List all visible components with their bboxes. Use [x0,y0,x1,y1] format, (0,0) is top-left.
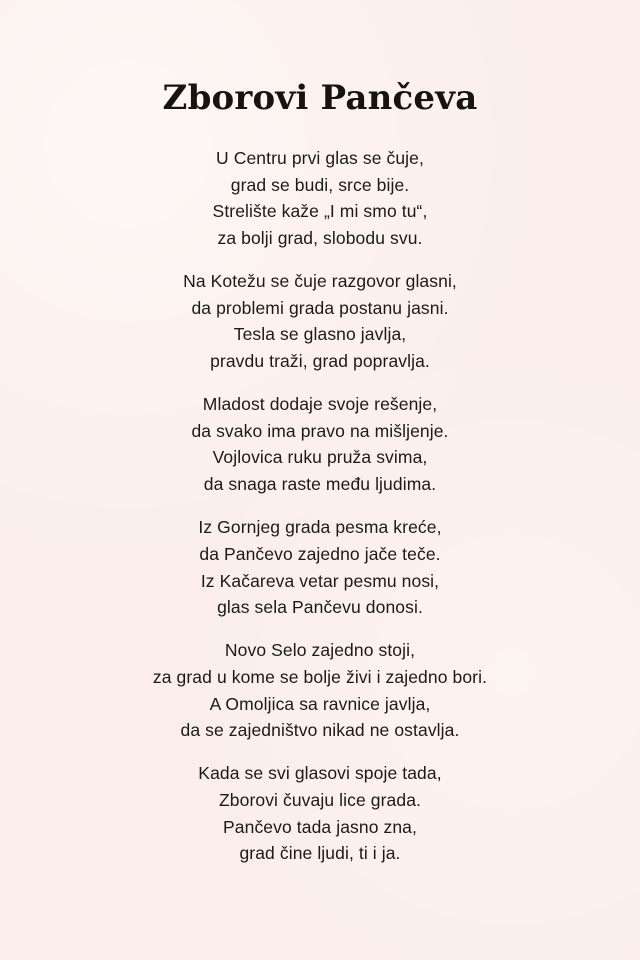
poem-line: Iz Gornjeg grada pesma kreće, [198,516,442,537]
poem-body [40,145,600,867]
stanza [40,391,600,498]
poem-line: Mladost dodaje svoje rešenje, [202,393,438,414]
poem-line: glas sela Pančevu donosi. [217,597,423,618]
poem-line: Strelište kaže „I mi smo tu“, [212,201,428,222]
poem-line: da Pančevo zajedno jače teče. [199,543,441,564]
poem-line: A Omoljica sa ravnice javlja, [209,693,431,714]
poem-line: da se zajedništvo nikad ne ostavlja. [180,720,460,741]
poem-line: Zborovi čuvaju lice grada. [218,789,421,810]
poem-line: pravdu traži, grad popravlja. [210,351,430,372]
poem-line: Iz Kačareva vetar pesmu nosi, [200,570,440,591]
poem-line: da snaga raste među ljudima. [203,474,437,495]
poem-line: Tesla se glasno javlja, [233,324,407,345]
poem-line: grad se budi, srce bije. [230,174,410,195]
stanza [40,637,600,744]
poem-line: da problemi grada postanu jasni. [191,297,449,318]
poem-line: Novo Selo zajedno stoji, [224,640,416,661]
poem-line: Pančevo tada jasno zna, [223,816,417,837]
poem-line: da svako ima pravo na mišljenje. [191,420,449,441]
page-title: Zborovi Pančeva [162,78,478,118]
stanza [40,760,600,867]
poem-line: grad čine ljudi, ti i ja. [239,843,401,864]
poem-line: za bolji grad, slobodu svu. [217,228,423,249]
poem-line: Vojlovica ruku pruža svima, [212,447,428,468]
stanza [40,514,600,621]
stanza [40,268,600,375]
stanza [40,145,600,252]
poem-line: Kada se svi glasovi spoje tada, [198,763,442,784]
poem-line: za grad u kome se bolje živi i zajedno bori. [152,666,488,687]
poem-line: U Centru prvi glas se čuje, [216,147,424,168]
poem-line: Na Kotežu se čuje razgovor glasni, [183,270,457,291]
